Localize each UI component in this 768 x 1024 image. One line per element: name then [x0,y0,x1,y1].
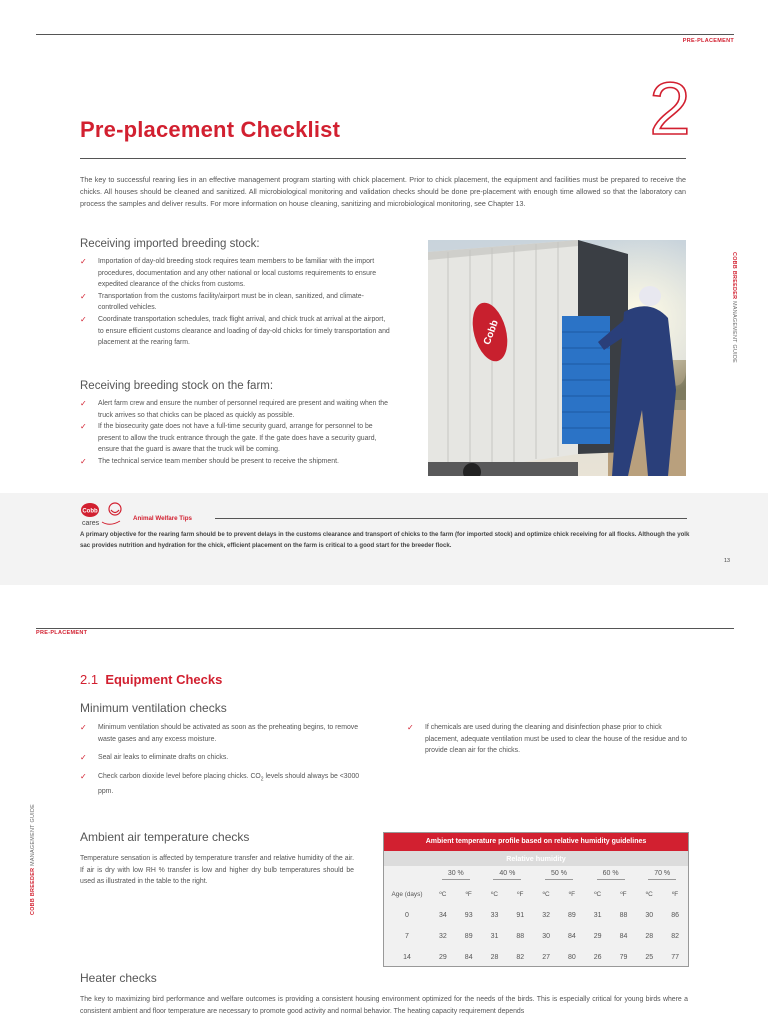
heater-heading: Heater checks [80,971,157,985]
check-icon: ✓ [80,257,87,266]
check-icon: ✓ [80,456,87,466]
min-vent-list-right [407,722,689,757]
title-rule [80,158,686,159]
table-cell: 31 [593,912,602,919]
tips-rule [215,518,687,519]
table-cell: 93 [464,912,473,919]
truck-logo: Cobb [481,318,501,347]
check-icon: ✓ [407,723,414,732]
page-title: Pre-placement Checklist [80,117,341,142]
list-item [80,291,392,314]
farm-stock-heading: Receiving breeding stock on the farm: [80,380,274,392]
list-item-text: If chemicals are used during the cleaning and disinfection phase prior to chick placement, adequate ventilation must be used to clear the house of the residue and to provide clean air for the chicks. [425,724,688,755]
age-header: Age (days) [391,890,423,898]
table-cell: 88 [516,933,525,940]
page2-running-head: PRE-PLACEMENT [36,630,88,636]
list-item-text: Seal air leaks to eliminate drafts on chicks. [98,754,229,762]
table-header-cell [533,866,585,883]
list-item-text: Coordinate transportation schedules, track flight arrival, and chick truck at arrival at the airport, to ensure efficient customs clearance and loading of day-old chicks for timely transportation and placement at the rearing farm. [98,315,390,347]
list-item [80,722,370,745]
co2-subscript: 2 [260,776,264,783]
ambient-heading: Ambient air temperature checks [80,830,250,844]
min-vent-heading: Minimum ventilation checks [80,701,227,715]
page2-top-rule [36,628,734,629]
logo-text: Cobb [82,508,98,515]
table-header-cell [482,866,534,883]
check-icon: ✓ [80,723,87,732]
ambient-text: Temperature sensation is affected by temperature transfer and relative humidity of the air. If air is dry with low RH % transfer is low and higher dry bulb temperatures should be used as illustrated in the table to the right. [80,855,354,886]
section-heading [80,672,222,687]
table-cell: 84 [464,954,473,961]
unit-cell: ºC [439,890,447,898]
chapter-number: 2 [649,76,691,140]
unit-cell: ºF [620,890,627,898]
table-cell: 30 [542,933,550,940]
check-icon: ✓ [80,314,87,324]
list-item-text: The technical service team member should be present to receive the shipment. [98,457,339,465]
table-cell: 84 [619,933,628,940]
table-cell: 32 [439,933,447,940]
list-item [80,771,370,798]
temperature-table [383,832,689,967]
check-icon: ✓ [80,753,87,763]
table-cell: 32 [542,912,550,919]
table-cell: 28 [645,933,654,940]
rh-level: 60 % [597,870,625,880]
table-cell: 29 [593,933,602,940]
table-header-cell [430,866,482,883]
list-item [407,722,689,757]
side-label-brand: COBB BREEDER [731,252,737,300]
table-row [384,883,688,905]
table-cell: 79 [619,954,628,961]
farm-stock-list [80,398,392,468]
list-item-text: Check carbon dioxide level before placing chicks. CO [98,772,261,780]
table-cell: 77 [671,954,679,961]
table-cell: 28 [490,954,499,961]
table-cell: 86 [671,912,679,919]
table-title: Ambient temperature profile based on relative humidity guidelines [384,833,688,851]
list-item [80,314,392,349]
age-cell: 7 [405,933,409,940]
table-header-cell [585,866,637,883]
table-row [384,866,688,883]
table-cell: 25 [645,954,654,961]
check-icon: ✓ [80,399,87,408]
section-title: Equipment Checks [105,672,223,687]
check-icon: ✓ [80,771,87,781]
check-icon: ✓ [80,422,87,432]
tips-text: A primary objective for the rearing farm should be to prevent delays in the customs clearance and transport of chicks to the farm (for imported stock) and optimize chick receiving for all flocks. Although the yolk sac provides nutrition and hydration for the chick, efficient placement on the farm is critical to a good start for the breeder flock. [80,531,690,549]
table-row [384,926,688,947]
unit-cell: ºF [465,890,472,898]
table-row [384,905,688,926]
cobb-cares-logo [80,501,128,527]
unit-cell: ºF [568,890,575,898]
unit-cell: ºC [594,890,602,898]
table-cell [384,866,430,883]
list-item-text: levels should always be <3000 ppm. [98,772,360,795]
chapter-number-graphic [647,76,693,140]
list-item-text: If the biosecurity gate does not have a full-time security guard, arrange for personnel to be present to allow the truck entrance through the gate. If the gate does have a security guard, ensure that the guard is aware that the truck will be coming. [98,423,377,454]
list-item-text: Minimum ventilation should be activated as soon as the preheating begins, to remove waste gases and any excess moisture. [98,724,359,743]
table-cell: 91 [516,912,525,919]
unit-cell: ºC [645,890,653,898]
side-label-rest: MANAGEMENT GUIDE [30,803,36,868]
section-number: 2.1 [80,672,99,687]
unit-cell: ºF [671,890,679,898]
list-item [80,456,392,468]
table-cell: 27 [542,954,550,961]
table-cell: 29 [439,954,447,961]
table-cell: 26 [593,954,602,961]
page1-top-rule [36,34,734,35]
list-item-text: Transportation from the customs facility/airport must be in clean, sanitized, and climate-controlled vehicles. [98,292,364,312]
age-cell: 14 [403,954,411,961]
rh-level: 50 % [545,870,573,880]
list-item [80,421,392,456]
imported-stock-list [80,256,392,349]
page2-side-label [30,804,36,915]
list-item [80,752,370,764]
table-cell: 84 [567,933,576,940]
table-cell: 82 [671,933,679,940]
table-subtitle: Relative humidity [384,851,688,866]
check-icon: ✓ [80,291,87,301]
table-cell: 89 [464,933,473,940]
rh-level: 70 % [648,870,676,880]
table-row [384,947,688,968]
unit-cell: ºC [491,890,498,898]
table-cell: 33 [490,912,499,919]
page1-side-label [731,252,737,363]
side-label-rest: MANAGEMENT GUIDE [731,299,737,364]
rh-level: 30 % [442,870,470,880]
list-item [80,398,392,421]
logo-sub: cares [82,520,100,527]
rh-level: 40 % [493,870,521,880]
imported-stock-heading: Receiving imported breeding stock: [80,238,260,250]
table-cell: 30 [645,912,654,919]
min-vent-list-left [80,722,370,797]
age-cell: 0 [405,912,409,919]
side-label-brand: COBB BREEDER [30,867,36,915]
unit-cell: ºF [517,890,524,898]
list-item-text: Alert farm crew and ensure the number of personnel required are present and waiting when the truck arrives so that chicks can be placed as quickly as possible. [98,400,388,419]
table-cell: 89 [567,912,576,919]
page1-running-head: PRE-PLACEMENT [682,38,734,44]
list-item [80,256,392,291]
table-cell: 82 [516,954,525,961]
page-number: 13 [724,558,730,564]
unit-cell: ºC [542,890,550,898]
list-item-text: Importation of day-old breeding stock requires team members to be familiar with the import procedures, documentation and any other national or local customs requirements to ensure expedited clearance of the chicks from customs. [98,258,377,289]
tips-title: Animal Welfare Tips [133,515,192,522]
table-header-cell [636,866,688,883]
heater-text: The key to maximizing bird performance and welfare outcomes is providing a consistent housing environment optimized for the needs of the birds. This is especially critical for young birds where a consistent ambient and floor temperature are necessary to promote good activity and normal behavior. The heating capacity requirement depends [80,996,688,1015]
truck-photo [428,240,686,476]
intro-paragraph: The key to successful rearing lies in an effective management program starting with chick placement. Prior to chick placement, the equipment and facilities must be prepared to receive the chicks. All houses should be cleaned and sanitized. All microbiological monitoring and validation checks should be done pre-placement with enough time allowed so that the laboratory can process the samples and deliver results. For more information on house cleaning, sanitizing and microbiological monitoring, see Chapter 13. [80,175,686,208]
table-cell: 88 [619,912,628,919]
table-cell: 80 [567,954,576,961]
table-cell: 34 [439,912,447,919]
table-cell: 31 [490,933,499,940]
table-body [384,866,688,968]
